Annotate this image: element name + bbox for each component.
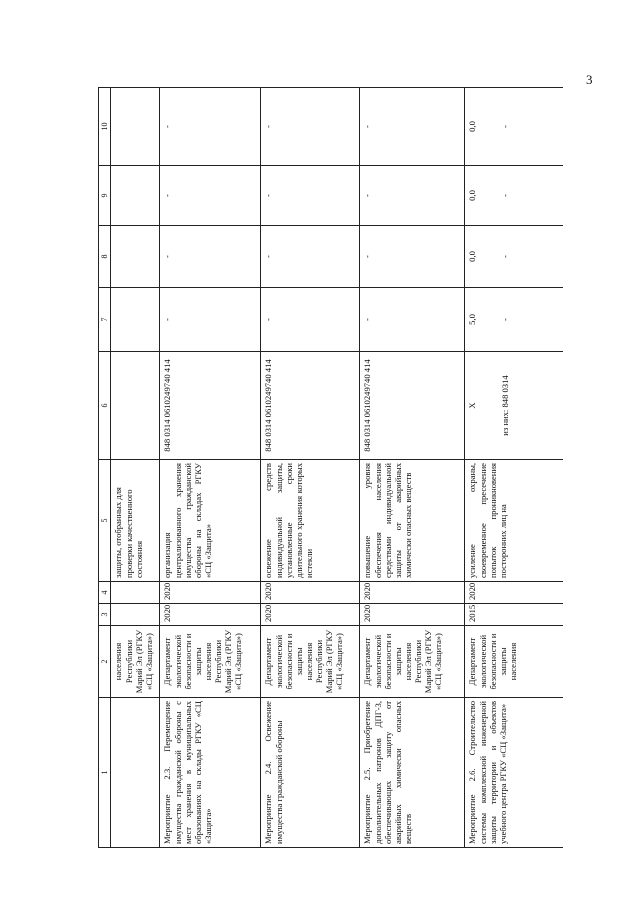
- value-cell-7: -: [261, 288, 360, 352]
- col-header-7: 7: [99, 288, 111, 352]
- value-cell-8: -: [160, 226, 261, 288]
- value-total: 5,0: [467, 314, 478, 325]
- value-cell-9: -: [360, 166, 465, 226]
- table-row: [360, 88, 465, 848]
- result-cell: освежение средств индивидуальной защиты, установленные сроки длительного хранения которых истекли: [261, 460, 360, 582]
- value-total: 0,0: [467, 121, 478, 132]
- measure-cell: Мероприятие 2.3. Перемещение имущества гражданской обороны с мест хранения в муниципальных образованиях на склады РГКУ «СЦ «Защита»: [160, 698, 261, 848]
- value-cell-10: -: [160, 88, 261, 166]
- value-total: 0,0: [467, 251, 478, 262]
- value-cell-9: [111, 166, 160, 226]
- result-cell: организация централизованного хранения имущества гражданской обороны на складах РГКУ «СЦ «Защита»: [160, 460, 261, 582]
- table-row: [261, 88, 360, 848]
- col-header-5: 5: [99, 460, 111, 582]
- value-cell-7: -: [160, 288, 261, 352]
- program-measures-table: [98, 87, 563, 848]
- value-cell-10: -: [360, 88, 465, 166]
- col-header-1: 1: [99, 698, 111, 848]
- start-year-cell: 2020: [160, 604, 261, 626]
- value-cell-7: [465, 288, 564, 352]
- value-cell-8: -: [261, 226, 360, 288]
- col-header-8: 8: [99, 226, 111, 288]
- result-cell: повышение уровня обеспечения населения средствами индивидуальной защиты от аварийных химически опасных веществ: [360, 460, 465, 582]
- value-cell-10: -: [261, 88, 360, 166]
- measure-cell: Мероприятие 2.5. Приобретение дополнительных патронов ДПГ-3, обеспечивающих защиту от аварийных химически опасных веществ: [360, 698, 465, 848]
- value-cell-8: -: [360, 226, 465, 288]
- start-year-cell: [111, 604, 160, 626]
- value-cell-9: -: [160, 166, 261, 226]
- responsible-cell: населения Республики Марий Эл (РГКУ «СЦ «Защита»): [111, 626, 160, 698]
- end-year-cell: 2020: [261, 582, 360, 604]
- value-subtotal: -: [499, 318, 510, 321]
- table-row: [111, 88, 160, 848]
- value-cell-9: [465, 166, 564, 226]
- col-header-6: 6: [99, 352, 111, 460]
- col-header-4: 4: [99, 582, 111, 604]
- value-cell-8: [465, 226, 564, 288]
- value-cell-10: [111, 88, 160, 166]
- end-year-cell: 2020: [360, 582, 465, 604]
- measure-cell: [111, 698, 160, 848]
- value-subtotal: -: [499, 125, 510, 128]
- col-header-3: 3: [99, 604, 111, 626]
- responsible-cell: Департамент экологической безопасности и защиты населения Республики Марий Эл (РГКУ «СЦ «Защита»): [360, 626, 465, 698]
- value-cell-7: [111, 288, 160, 352]
- table-row: [465, 88, 564, 848]
- kbk-cell: 848 0314 0610249740 414: [360, 352, 465, 460]
- measure-cell: Мероприятие 2.6. Строительство системы комплексной инженерной защиты территории и объектов учебного центра РГКУ «СЦ «Защита»: [465, 698, 564, 848]
- col-header-2: 2: [99, 626, 111, 698]
- value-cell-7: -: [360, 288, 465, 352]
- value-cell-9: -: [261, 166, 360, 226]
- result-cell: усиление охраны, своевременное пресечение попыток проникновения посторонних лиц на: [465, 460, 564, 582]
- start-year-cell: 2020: [360, 604, 465, 626]
- result-cell: защиты, отобранных для проверки качественного состояния: [111, 460, 160, 582]
- value-cell-8: [111, 226, 160, 288]
- value-subtotal: -: [499, 194, 510, 197]
- column-number-row: [99, 88, 111, 848]
- responsible-cell: Департамент экологической безопасности и защиты населения Республики Марий Эл (РГКУ «СЦ «Защита»): [160, 626, 261, 698]
- col-header-9: 9: [99, 166, 111, 226]
- value-total: 0,0: [467, 190, 478, 201]
- value-cell-10: [465, 88, 564, 166]
- rotated-table-container: [98, 88, 561, 848]
- start-year-cell: 2020: [261, 604, 360, 626]
- kbk-cell: 848 0314 0610249740 414: [160, 352, 261, 460]
- col-header-10: 10: [99, 88, 111, 166]
- kbk-cell: 848 0314 0610249740 414: [261, 352, 360, 460]
- end-year-cell: 2020: [465, 582, 564, 604]
- page-number: 3: [586, 72, 593, 87]
- kbk-total-mark: Х: [467, 402, 478, 409]
- kbk-subtotal: из них: 848 0314: [499, 375, 510, 436]
- kbk-cell: [111, 352, 160, 460]
- value-subtotal: -: [499, 255, 510, 258]
- end-year-cell: [111, 582, 160, 604]
- kbk-cell: [465, 352, 564, 460]
- responsible-cell: Департамент экологической безопасности и защиты населения: [465, 626, 564, 698]
- responsible-cell: Департамент экологической безопасности и защиты населения Республики Марий Эл (РГКУ «СЦ «Защита»): [261, 626, 360, 698]
- table-row: [160, 88, 261, 848]
- end-year-cell: 2020: [160, 582, 261, 604]
- measure-cell: Мероприятие 2.4. Освежение имущества гражданской обороны: [261, 698, 360, 848]
- start-year-cell: 2015: [465, 604, 564, 626]
